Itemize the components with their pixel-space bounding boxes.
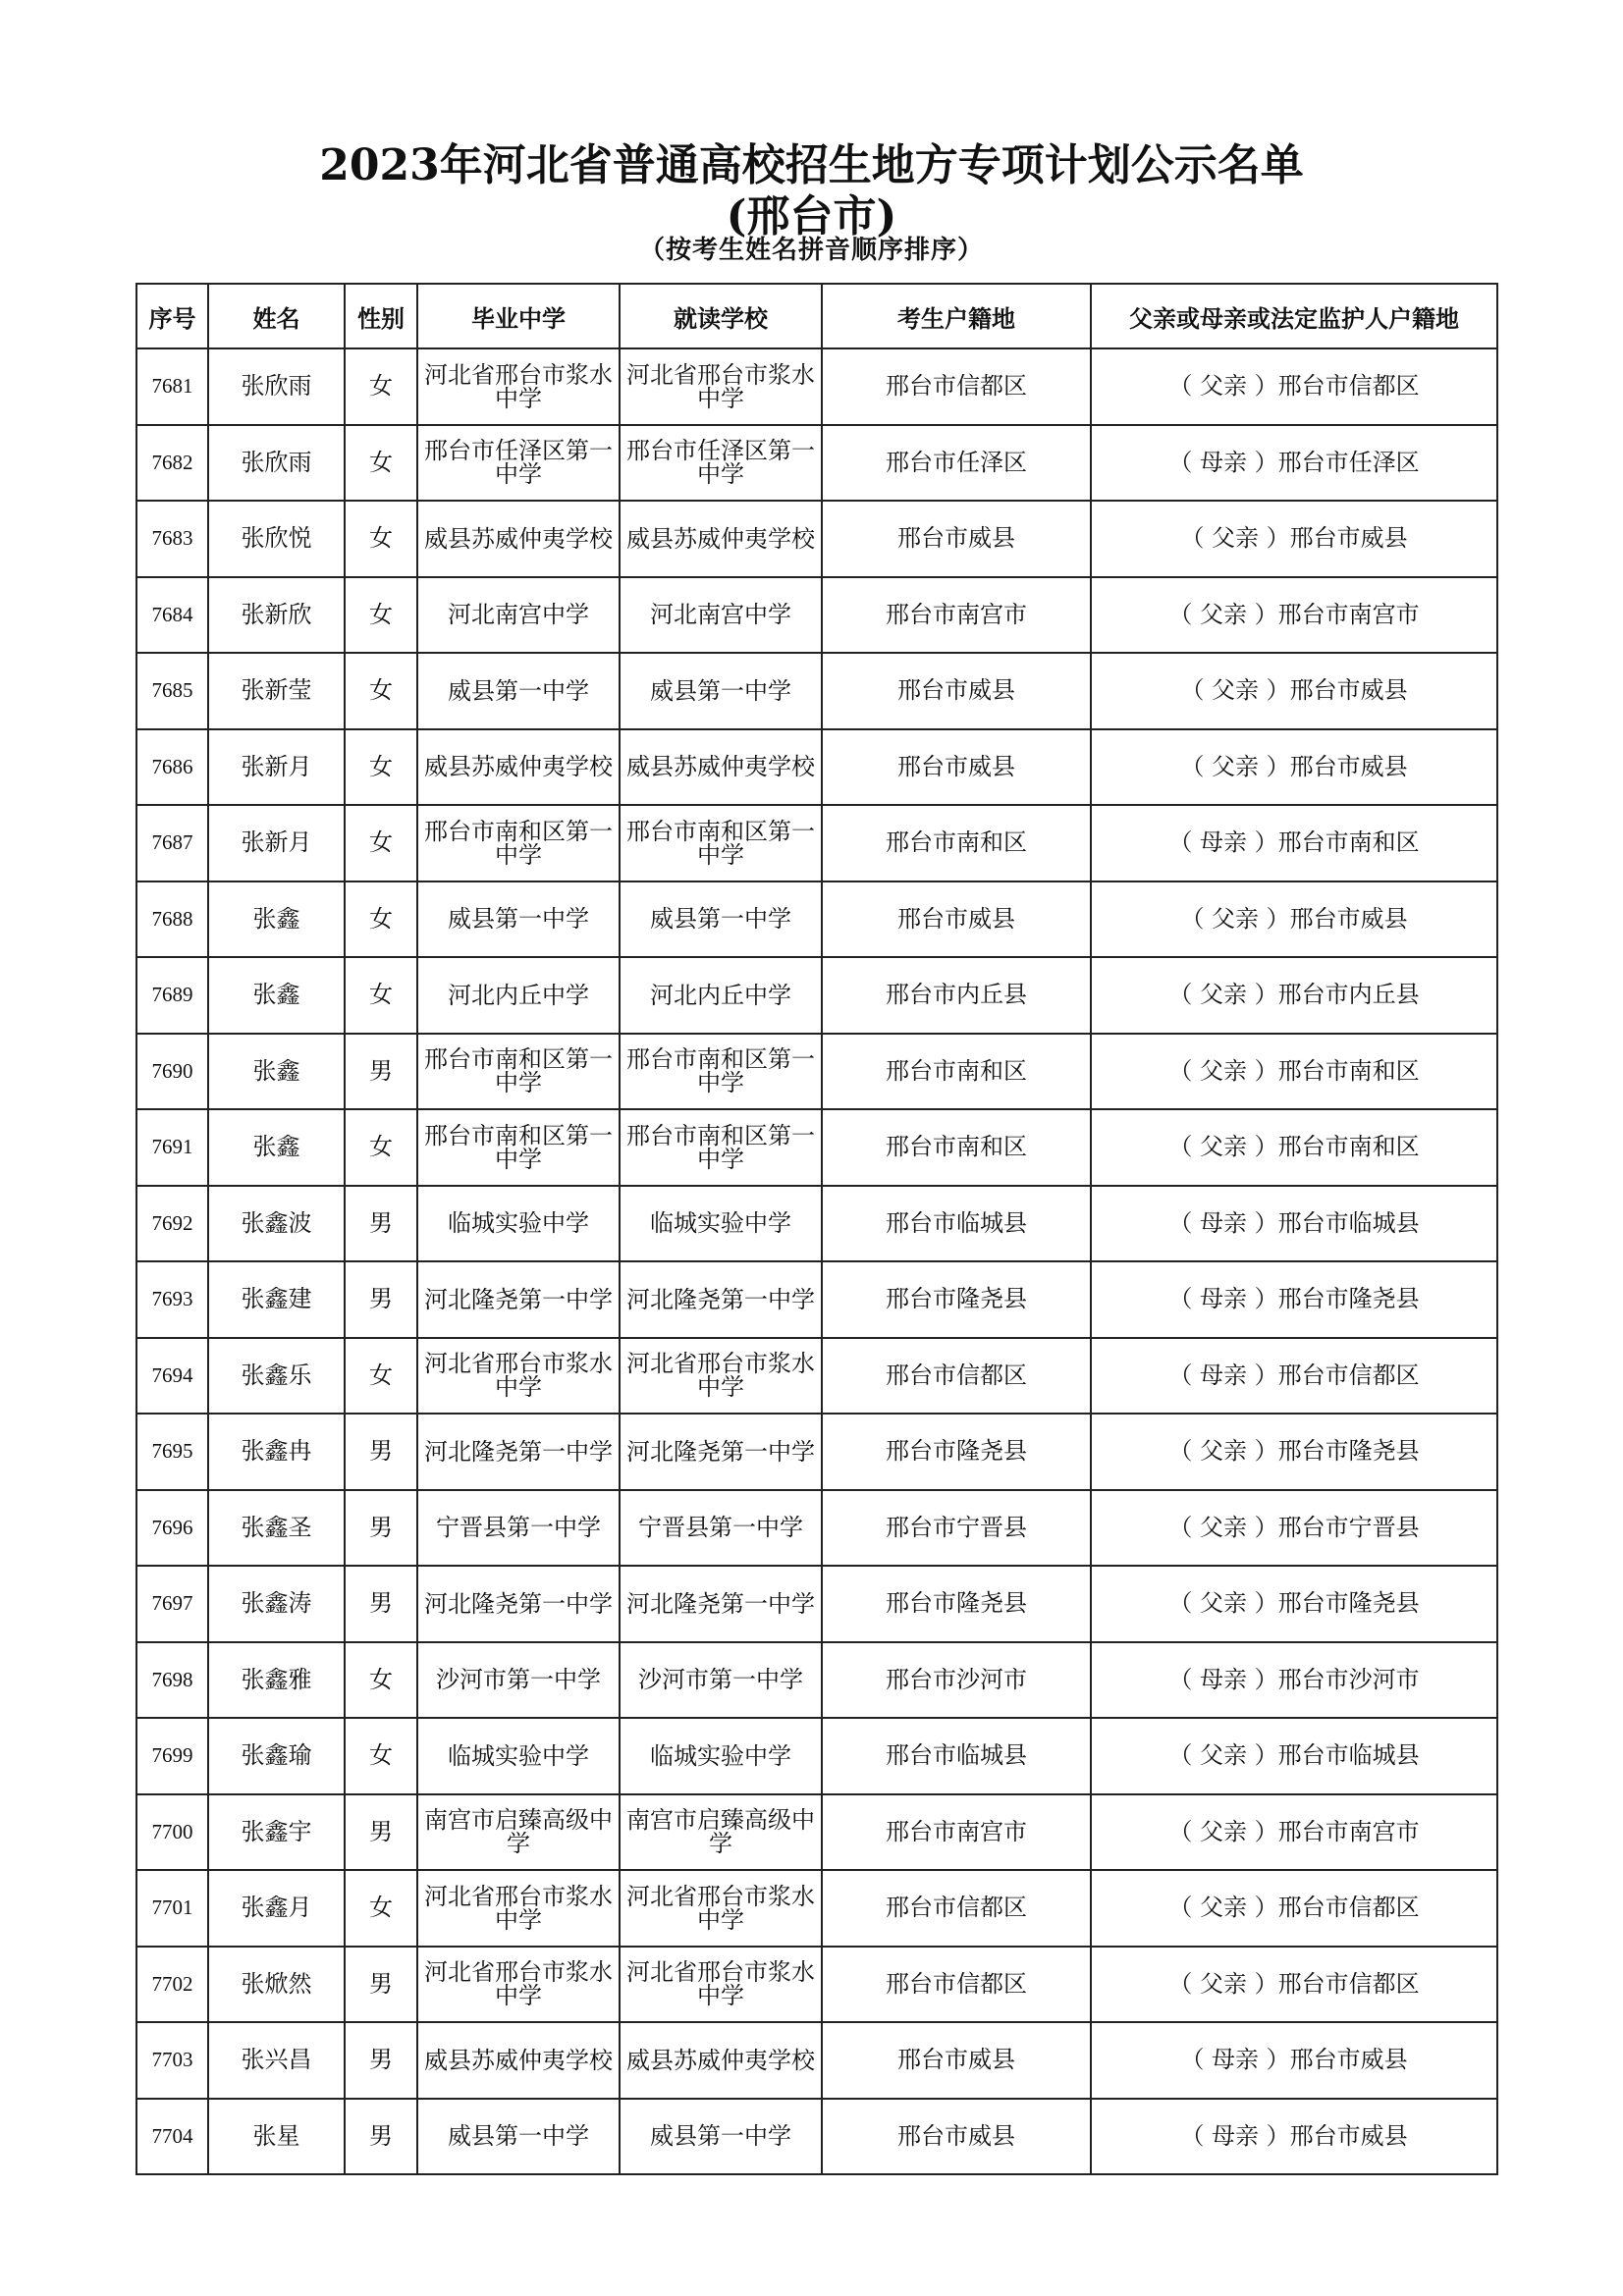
cell-hukou: 邢台市临城县 bbox=[822, 1186, 1091, 1262]
cell-guardian-hukou: （ 母亲 ）邢台市南和区 bbox=[1091, 805, 1497, 881]
cell-hukou: 邢台市信都区 bbox=[822, 1338, 1091, 1415]
cell-study-school: 威县第一中学 bbox=[620, 653, 822, 729]
cell-name: 张新月 bbox=[208, 805, 345, 881]
table-row bbox=[136, 1566, 1497, 1642]
cell-gender: 男 bbox=[345, 1947, 417, 2023]
cell-grad-school: 河北南宫中学 bbox=[417, 577, 620, 654]
cell-hukou: 邢台市信都区 bbox=[822, 348, 1091, 425]
cell-seq: 7695 bbox=[136, 1414, 208, 1490]
table-row bbox=[136, 577, 1497, 654]
cell-name: 张鑫波 bbox=[208, 1186, 345, 1262]
cell-study-school: 河北省邢台市浆水中学 bbox=[620, 1947, 822, 2023]
cell-hukou: 邢台市威县 bbox=[822, 653, 1091, 729]
table-row bbox=[136, 805, 1497, 881]
cell-name: 张鑫瑜 bbox=[208, 1718, 345, 1794]
cell-guardian-hukou: （ 父亲 ）邢台市南宫市 bbox=[1091, 577, 1497, 654]
cell-study-school: 河北隆尧第一中学 bbox=[620, 1414, 822, 1490]
cell-grad-school: 临城实验中学 bbox=[417, 1186, 620, 1262]
cell-study-school: 威县第一中学 bbox=[620, 2099, 822, 2175]
column-header-name: 姓名 bbox=[208, 284, 345, 348]
cell-guardian-hukou: （ 父亲 ）邢台市威县 bbox=[1091, 501, 1497, 577]
cell-guardian-hukou: （ 父亲 ）邢台市南和区 bbox=[1091, 1034, 1497, 1110]
table-header-row bbox=[136, 284, 1497, 348]
cell-grad-school: 河北隆尧第一中学 bbox=[417, 1566, 620, 1642]
cell-name: 张新莹 bbox=[208, 653, 345, 729]
cell-gender: 男 bbox=[345, 2022, 417, 2099]
cell-hukou: 邢台市内丘县 bbox=[822, 957, 1091, 1034]
cell-name: 张欣雨 bbox=[208, 348, 345, 425]
cell-gender: 女 bbox=[345, 1870, 417, 1947]
cell-guardian-hukou: （ 父亲 ）邢台市南和区 bbox=[1091, 1109, 1497, 1186]
table-row bbox=[136, 348, 1497, 425]
cell-seq: 7699 bbox=[136, 1718, 208, 1794]
cell-seq: 7686 bbox=[136, 729, 208, 806]
cell-name: 张鑫 bbox=[208, 881, 345, 958]
cell-study-school: 威县苏威仲夷学校 bbox=[620, 2022, 822, 2099]
cell-guardian-hukou: （ 父亲 ）邢台市信都区 bbox=[1091, 1947, 1497, 2023]
table-row bbox=[136, 1261, 1497, 1338]
cell-hukou: 邢台市南和区 bbox=[822, 1034, 1091, 1110]
cell-guardian-hukou: （ 母亲 ）邢台市沙河市 bbox=[1091, 1642, 1497, 1719]
cell-study-school: 河北隆尧第一中学 bbox=[620, 1261, 822, 1338]
cell-name: 张鑫 bbox=[208, 1109, 345, 1186]
cell-name: 张鑫宇 bbox=[208, 1794, 345, 1871]
cell-grad-school: 邢台市任泽区第一中学 bbox=[417, 425, 620, 502]
cell-hukou: 邢台市隆尧县 bbox=[822, 1414, 1091, 1490]
cell-guardian-hukou: （ 父亲 ）邢台市宁晋县 bbox=[1091, 1490, 1497, 1567]
table-row bbox=[136, 1947, 1497, 2023]
cell-study-school: 河北省邢台市浆水中学 bbox=[620, 1338, 822, 1415]
cell-name: 张鑫雅 bbox=[208, 1642, 345, 1719]
roster-table bbox=[135, 283, 1498, 2175]
cell-hukou: 邢台市南宫市 bbox=[822, 577, 1091, 654]
cell-grad-school: 威县苏威仲夷学校 bbox=[417, 729, 620, 806]
cell-grad-school: 宁晋县第一中学 bbox=[417, 1490, 620, 1567]
table-row bbox=[136, 425, 1497, 502]
cell-seq: 7702 bbox=[136, 1947, 208, 2023]
table-row bbox=[136, 501, 1497, 577]
cell-study-school: 临城实验中学 bbox=[620, 1718, 822, 1794]
table-row bbox=[136, 1338, 1497, 1415]
cell-hukou: 邢台市信都区 bbox=[822, 1870, 1091, 1947]
cell-gender: 男 bbox=[345, 1261, 417, 1338]
table-row bbox=[136, 1870, 1497, 1947]
cell-guardian-hukou: （ 母亲 ）邢台市隆尧县 bbox=[1091, 1261, 1497, 1338]
cell-seq: 7692 bbox=[136, 1186, 208, 1262]
cell-hukou: 邢台市威县 bbox=[822, 729, 1091, 806]
cell-hukou: 邢台市任泽区 bbox=[822, 425, 1091, 502]
cell-seq: 7683 bbox=[136, 501, 208, 577]
cell-grad-school: 临城实验中学 bbox=[417, 1718, 620, 1794]
cell-study-school: 河北隆尧第一中学 bbox=[620, 1566, 822, 1642]
cell-study-school: 河北内丘中学 bbox=[620, 957, 822, 1034]
cell-guardian-hukou: （ 母亲 ）邢台市临城县 bbox=[1091, 1186, 1497, 1262]
cell-hukou: 邢台市临城县 bbox=[822, 1718, 1091, 1794]
cell-gender: 男 bbox=[345, 1414, 417, 1490]
cell-study-school: 邢台市任泽区第一中学 bbox=[620, 425, 822, 502]
cell-grad-school: 威县第一中学 bbox=[417, 653, 620, 729]
column-header-guardian-hukou: 父亲或母亲或法定监护人户籍地 bbox=[1091, 284, 1497, 348]
table-row bbox=[136, 1718, 1497, 1794]
cell-grad-school: 邢台市南和区第一中学 bbox=[417, 1034, 620, 1110]
cell-study-school: 邢台市南和区第一中学 bbox=[620, 1034, 822, 1110]
cell-grad-school: 河北省邢台市浆水中学 bbox=[417, 1947, 620, 2023]
cell-name: 张鑫乐 bbox=[208, 1338, 345, 1415]
cell-study-school: 河北省邢台市浆水中学 bbox=[620, 348, 822, 425]
cell-gender: 女 bbox=[345, 1338, 417, 1415]
cell-seq: 7703 bbox=[136, 2022, 208, 2099]
cell-seq: 7694 bbox=[136, 1338, 208, 1415]
table-row bbox=[136, 2022, 1497, 2099]
cell-guardian-hukou: （ 母亲 ）邢台市威县 bbox=[1091, 2022, 1497, 2099]
cell-grad-school: 南宫市启臻高级中学 bbox=[417, 1794, 620, 1871]
cell-study-school: 河北南宫中学 bbox=[620, 577, 822, 654]
cell-study-school: 临城实验中学 bbox=[620, 1186, 822, 1262]
cell-hukou: 邢台市南宫市 bbox=[822, 1794, 1091, 1871]
cell-name: 张鑫 bbox=[208, 1034, 345, 1110]
cell-study-school: 南宫市启臻高级中学 bbox=[620, 1794, 822, 1871]
cell-gender: 男 bbox=[345, 1034, 417, 1110]
cell-hukou: 邢台市南和区 bbox=[822, 805, 1091, 881]
cell-guardian-hukou: （ 父亲 ）邢台市南宫市 bbox=[1091, 1794, 1497, 1871]
cell-name: 张鑫建 bbox=[208, 1261, 345, 1338]
cell-gender: 女 bbox=[345, 1718, 417, 1794]
cell-hukou: 邢台市隆尧县 bbox=[822, 1261, 1091, 1338]
cell-gender: 女 bbox=[345, 881, 417, 958]
cell-gender: 女 bbox=[345, 577, 417, 654]
cell-gender: 女 bbox=[345, 653, 417, 729]
cell-seq: 7701 bbox=[136, 1870, 208, 1947]
cell-seq: 7690 bbox=[136, 1034, 208, 1110]
cell-hukou: 邢台市威县 bbox=[822, 501, 1091, 577]
column-header-grad-school: 毕业中学 bbox=[417, 284, 620, 348]
cell-hukou: 邢台市南和区 bbox=[822, 1109, 1091, 1186]
cell-guardian-hukou: （ 母亲 ）邢台市信都区 bbox=[1091, 1338, 1497, 1415]
cell-seq: 7687 bbox=[136, 805, 208, 881]
cell-name: 张鑫涛 bbox=[208, 1566, 345, 1642]
cell-guardian-hukou: （ 父亲 ）邢台市信都区 bbox=[1091, 348, 1497, 425]
cell-hukou: 邢台市威县 bbox=[822, 881, 1091, 958]
cell-seq: 7691 bbox=[136, 1109, 208, 1186]
cell-gender: 女 bbox=[345, 729, 417, 806]
document-subtitle-city: (邢台市) bbox=[726, 191, 897, 241]
cell-guardian-hukou: （ 父亲 ）邢台市内丘县 bbox=[1091, 957, 1497, 1034]
cell-name: 张欣悦 bbox=[208, 501, 345, 577]
cell-hukou: 邢台市威县 bbox=[822, 2099, 1091, 2175]
cell-gender: 男 bbox=[345, 2099, 417, 2175]
table-row bbox=[136, 2099, 1497, 2175]
cell-seq: 7704 bbox=[136, 2099, 208, 2175]
cell-seq: 7698 bbox=[136, 1642, 208, 1719]
column-header-seq: 序号 bbox=[136, 284, 208, 348]
cell-study-school: 威县苏威仲夷学校 bbox=[620, 729, 822, 806]
cell-gender: 男 bbox=[345, 1566, 417, 1642]
cell-grad-school: 威县第一中学 bbox=[417, 881, 620, 958]
cell-study-school: 威县苏威仲夷学校 bbox=[620, 501, 822, 577]
column-header-hukou: 考生户籍地 bbox=[822, 284, 1091, 348]
column-header-study-school: 就读学校 bbox=[620, 284, 822, 348]
cell-grad-school: 威县苏威仲夷学校 bbox=[417, 2022, 620, 2099]
cell-seq: 7685 bbox=[136, 653, 208, 729]
cell-name: 张鑫冉 bbox=[208, 1414, 345, 1490]
cell-guardian-hukou: （ 父亲 ）邢台市威县 bbox=[1091, 653, 1497, 729]
cell-name: 张新月 bbox=[208, 729, 345, 806]
cell-study-school: 邢台市南和区第一中学 bbox=[620, 1109, 822, 1186]
cell-grad-school: 邢台市南和区第一中学 bbox=[417, 805, 620, 881]
cell-guardian-hukou: （ 母亲 ）邢台市任泽区 bbox=[1091, 425, 1497, 502]
cell-gender: 女 bbox=[345, 805, 417, 881]
cell-study-school: 宁晋县第一中学 bbox=[620, 1490, 822, 1567]
column-header-gender: 性别 bbox=[345, 284, 417, 348]
table-row bbox=[136, 1034, 1497, 1110]
cell-gender: 女 bbox=[345, 1109, 417, 1186]
cell-gender: 女 bbox=[345, 425, 417, 502]
cell-guardian-hukou: （ 父亲 ）邢台市隆尧县 bbox=[1091, 1566, 1497, 1642]
table-row bbox=[136, 1642, 1497, 1719]
cell-name: 张鑫月 bbox=[208, 1870, 345, 1947]
table-row bbox=[136, 653, 1497, 729]
cell-grad-school: 沙河市第一中学 bbox=[417, 1642, 620, 1719]
cell-name: 张焮然 bbox=[208, 1947, 345, 2023]
cell-hukou: 邢台市宁晋县 bbox=[822, 1490, 1091, 1567]
cell-hukou: 邢台市信都区 bbox=[822, 1947, 1091, 2023]
cell-name: 张欣雨 bbox=[208, 425, 345, 502]
cell-seq: 7682 bbox=[136, 425, 208, 502]
cell-hukou: 邢台市沙河市 bbox=[822, 1642, 1091, 1719]
cell-seq: 7684 bbox=[136, 577, 208, 654]
cell-study-school: 威县第一中学 bbox=[620, 881, 822, 958]
cell-seq: 7697 bbox=[136, 1566, 208, 1642]
cell-gender: 女 bbox=[345, 1642, 417, 1719]
cell-guardian-hukou: （ 父亲 ）邢台市威县 bbox=[1091, 729, 1497, 806]
table-row bbox=[136, 1186, 1497, 1262]
cell-name: 张鑫 bbox=[208, 957, 345, 1034]
cell-gender: 男 bbox=[345, 1490, 417, 1567]
cell-gender: 女 bbox=[345, 501, 417, 577]
cell-grad-school: 河北隆尧第一中学 bbox=[417, 1414, 620, 1490]
document-sort-note: （按考生姓名拼音顺序排序） bbox=[638, 236, 984, 265]
cell-grad-school: 河北省邢台市浆水中学 bbox=[417, 348, 620, 425]
table-row bbox=[136, 1109, 1497, 1186]
cell-hukou: 邢台市威县 bbox=[822, 2022, 1091, 2099]
cell-seq: 7700 bbox=[136, 1794, 208, 1871]
cell-study-school: 邢台市南和区第一中学 bbox=[620, 805, 822, 881]
cell-guardian-hukou: （ 父亲 ）邢台市信都区 bbox=[1091, 1870, 1497, 1947]
cell-seq: 7689 bbox=[136, 957, 208, 1034]
table-row bbox=[136, 957, 1497, 1034]
document-title: 2023年河北省普通高校招生地方专项计划公示名单 bbox=[319, 140, 1304, 190]
table-row bbox=[136, 1794, 1497, 1871]
table-row bbox=[136, 729, 1497, 806]
cell-grad-school: 河北隆尧第一中学 bbox=[417, 1261, 620, 1338]
cell-study-school: 河北省邢台市浆水中学 bbox=[620, 1870, 822, 1947]
cell-grad-school: 邢台市南和区第一中学 bbox=[417, 1109, 620, 1186]
cell-hukou: 邢台市隆尧县 bbox=[822, 1566, 1091, 1642]
cell-grad-school: 河北省邢台市浆水中学 bbox=[417, 1870, 620, 1947]
cell-guardian-hukou: （ 父亲 ）邢台市临城县 bbox=[1091, 1718, 1497, 1794]
cell-name: 张星 bbox=[208, 2099, 345, 2175]
cell-grad-school: 威县第一中学 bbox=[417, 2099, 620, 2175]
cell-guardian-hukou: （ 父亲 ）邢台市威县 bbox=[1091, 881, 1497, 958]
cell-gender: 男 bbox=[345, 1794, 417, 1871]
table-row bbox=[136, 1414, 1497, 1490]
cell-gender: 男 bbox=[345, 1186, 417, 1262]
table-row bbox=[136, 1490, 1497, 1567]
table-row bbox=[136, 881, 1497, 958]
cell-seq: 7681 bbox=[136, 348, 208, 425]
cell-grad-school: 河北省邢台市浆水中学 bbox=[417, 1338, 620, 1415]
cell-gender: 女 bbox=[345, 957, 417, 1034]
cell-guardian-hukou: （ 父亲 ）邢台市隆尧县 bbox=[1091, 1414, 1497, 1490]
cell-grad-school: 威县苏威仲夷学校 bbox=[417, 501, 620, 577]
cell-guardian-hukou: （ 母亲 ）邢台市威县 bbox=[1091, 2099, 1497, 2175]
cell-name: 张新欣 bbox=[208, 577, 345, 654]
cell-seq: 7693 bbox=[136, 1261, 208, 1338]
cell-seq: 7688 bbox=[136, 881, 208, 958]
cell-name: 张鑫圣 bbox=[208, 1490, 345, 1567]
cell-study-school: 沙河市第一中学 bbox=[620, 1642, 822, 1719]
cell-seq: 7696 bbox=[136, 1490, 208, 1567]
cell-name: 张兴昌 bbox=[208, 2022, 345, 2099]
cell-grad-school: 河北内丘中学 bbox=[417, 957, 620, 1034]
cell-gender: 女 bbox=[345, 348, 417, 425]
